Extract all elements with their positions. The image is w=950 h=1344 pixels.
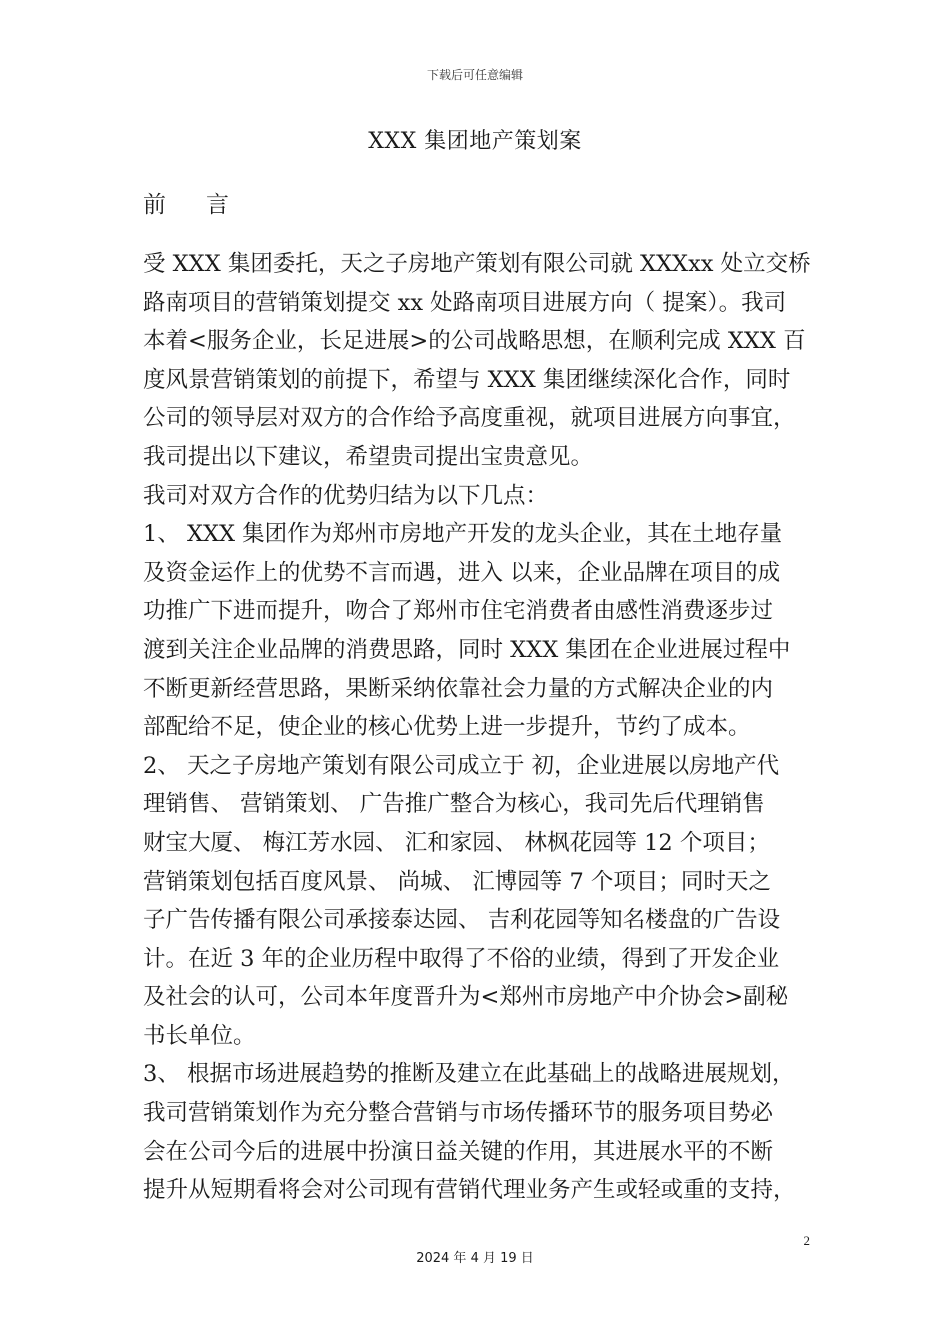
body-line: 会在公司今后的进展中扮演日益关键的作用，其进展水平的不断 (143, 1138, 774, 1165)
list-item-2-line: 2、 天之子房地产策划有限公司成立于 初，企业进展以房地产代 (143, 752, 780, 779)
body-line: 计。在近 3 年的企业历程中取得了不俗的业绩，得到了开发企业 (143, 945, 780, 972)
body-line: 不断更新经营思路，果断采纳依靠社会力量的方式解决企业的内 (143, 675, 774, 702)
list-item-3-line: 3、 根据市场进展趋势的推断及建立在此基础上的战略进展规划， (143, 1061, 795, 1088)
body-line: 营销策划包括百度风景、 尚城、 汇博园等 7 个项目；同时天之 (143, 868, 771, 895)
body-line: 度风景营销策划的前提下，希望与 XXX 集团继续深化合作，同时 (143, 366, 791, 393)
body-line: 本着<服务企业，长足进展>的公司战略思想，在顺利完成 XXX 百 (143, 328, 806, 355)
list-item-1-line: 1、 XXX 集团作为郑州市房地产开发的龙头企业，其在土地存量 (143, 521, 783, 548)
body-line: 路南项目的营销策划提交 xx 处路南项目进展方向（ 提案）。我司 (143, 289, 787, 316)
body-line: 理销售、 营销策划、 广告推广整合为核心，我司先后代理销售 (143, 791, 765, 818)
body-line: 我司提出以下建议，希望贵司提出宝贵意见。 (143, 443, 594, 470)
body-line: 公司的领导层对双方的合作给予高度重视，就项目进展方向事宜， (143, 405, 796, 432)
body-line: 财宝大厦、 梅江芳水园、 汇和家园、 林枫花园等 12 个项目； (143, 829, 770, 856)
page-number: 2 (803, 1233, 810, 1248)
body-line: 及社会的认可，公司本年度晋升为<郑州市房地产中介协会>副秘 (143, 984, 789, 1011)
body-line: 功推广下进而提升，吻合了郑州市住宅消费者由感性消费逐步过 (143, 598, 774, 625)
document-title: XXX 集团地产策划案 (368, 129, 582, 154)
body-text (143, 245, 811, 1210)
body-line: 及资金运作上的优势不言而遇，进入 以来，企业品牌在项目的成 (143, 559, 781, 586)
body-line: 我司营销策划作为充分整合营销与市场传播环节的服务项目势必 (143, 1100, 774, 1127)
body-line: 渡到关注企业品牌的消费思路，同时 XXX 集团在企业进展过程中 (143, 636, 791, 663)
section-heading: 前言 (143, 192, 269, 218)
body-line: 部配给不足，使企业的核心优势上进一步提升，节约了成本。 (143, 714, 751, 741)
body-line: 提升从短期看将会对公司现有营销代理业务产生或轻或重的支持， (143, 1177, 796, 1204)
body-line: 受 XXX 集团委托，天之子房地产策划有限公司就 XXXxx 处立交桥 (143, 251, 811, 277)
body-line: 我司对双方合作的优势归结为以下几点： (143, 482, 549, 509)
footer-date: 2024 年 4 月 19 日 (416, 1251, 534, 1266)
body-line: 书长单位。 (143, 1022, 256, 1049)
header-note: 下载后可任意编辑 (426, 68, 523, 82)
body-line: 子广告传播有限公司承接泰达园、 吉利花园等知名楼盘的广告设 (143, 907, 781, 934)
